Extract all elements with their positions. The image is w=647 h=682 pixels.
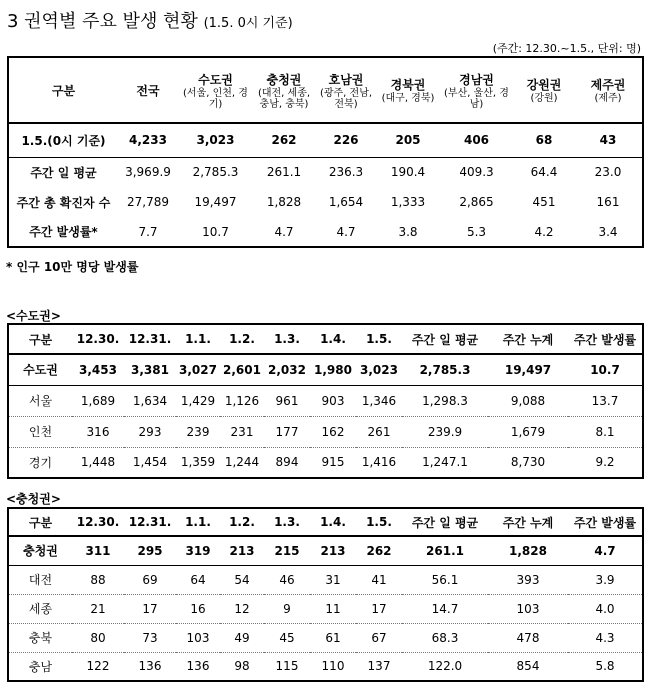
summary-row (8, 187, 643, 217)
chungcheong-cell: 215 (264, 536, 310, 565)
capital-header-cell: 1.1. (176, 324, 220, 354)
chungcheong-cell: 137 (367, 659, 391, 674)
capital-cell: 경기 (28, 455, 53, 470)
summary-cell: 1,333 (390, 195, 426, 209)
chungcheong-header-cell: 1.5. (356, 508, 402, 536)
capital-cell: 1,416 (361, 455, 397, 470)
summary-cell: 451 (532, 195, 556, 209)
summary-col-1: 수도권 (서울, 인천, 경기) (178, 57, 253, 123)
summary-row-label: 주간 일 평균 (30, 165, 97, 180)
chungcheong-cell: 295 (124, 536, 176, 565)
summary-cell: 409.3 (459, 165, 494, 180)
summary-cell: 43 (574, 123, 643, 157)
summary-header-label: 구분 (8, 57, 118, 123)
summary-cell: 4.7 (274, 224, 294, 239)
capital-header-cell: 1.3. (264, 324, 310, 354)
summary-col-4: 경북권 (대구, 경북) (377, 57, 439, 123)
summary-cell: 27,789 (127, 195, 169, 209)
chungcheong-cell: 393 (488, 565, 568, 594)
summary-row (8, 217, 643, 247)
chungcheong-cell: 213 (310, 536, 356, 565)
chungcheong-header-cell: 12.31. (124, 508, 176, 536)
chungcheong-cell: 136 (138, 659, 162, 674)
chungcheong-header-cell: 12.30. (72, 508, 124, 536)
chungcheong-header-cell: 1.3. (264, 508, 310, 536)
chungcheong-cell: 46 (264, 565, 310, 594)
summary-cell: 261.1 (266, 165, 302, 180)
capital-cell: 231 (220, 416, 264, 447)
chungcheong-cell: 311 (72, 536, 124, 565)
capital-cell: 293 (124, 416, 176, 447)
chungcheong-header-cell: 주간 누계 (488, 508, 568, 536)
capital-table (7, 323, 644, 479)
summary-cell: 2,865 (459, 195, 494, 209)
chungcheong-total-row (8, 536, 643, 565)
capital-cell: 1,126 (220, 385, 264, 416)
chungcheong-cell: 세종 (8, 594, 72, 623)
chungcheong-cell: 4.7 (568, 536, 643, 565)
capital-cell: 1,346 (356, 385, 402, 416)
summary-cell: 19,497 (194, 195, 237, 209)
chungcheong-cell: 1,828 (488, 536, 568, 565)
capital-header-cell: 주간 누계 (488, 324, 568, 354)
capital-cell: 3,027 (176, 354, 220, 385)
chungcheong-table (7, 507, 644, 682)
summary-cell: 236.3 (328, 165, 364, 180)
title-main: 3 권역별 주요 발생 현황 (7, 11, 198, 32)
summary-cell: 161 (596, 195, 620, 209)
chungcheong-header-cell: 1.1. (176, 508, 220, 536)
chungcheong-cell: 5.8 (595, 659, 615, 674)
chungcheong-cell: 4.0 (568, 594, 643, 623)
chungcheong-cell: 대전 (8, 565, 72, 594)
capital-cell: 261 (356, 416, 402, 447)
capital-cell: 9,088 (488, 385, 568, 416)
capital-header-cell: 12.31. (124, 324, 176, 354)
summary-cell: 5.3 (466, 224, 487, 239)
chungcheong-cell: 213 (220, 536, 264, 565)
capital-header-cell: 1.5. (356, 324, 402, 354)
chungcheong-cell: 319 (176, 536, 220, 565)
chungcheong-cell: 64 (176, 565, 220, 594)
chungcheong-cell: 136 (186, 659, 210, 674)
chungcheong-header-cell: 구분 (8, 508, 72, 536)
summary-header-row (8, 57, 643, 123)
title-sub: (1.5. 0시 기준) (203, 16, 293, 31)
summary-cell: 4.2 (534, 224, 554, 239)
capital-cell: 915 (321, 455, 345, 470)
chungcheong-cell: 56.1 (402, 565, 488, 594)
summary-cell: 4,233 (118, 123, 178, 157)
capital-cell: 162 (310, 416, 356, 447)
capital-cell: 2,785.3 (402, 354, 488, 385)
chungcheong-header-cell: 주간 일 평균 (402, 508, 488, 536)
chungcheong-header-cell: 1.4. (310, 508, 356, 536)
summary-cell: 3,023 (178, 123, 253, 157)
capital-header-cell: 1.2. (220, 324, 264, 354)
summary-cell: 226 (315, 123, 377, 157)
unit-note: (주간: 12.30.~1.5., 단위: 명) (492, 42, 641, 55)
chungcheong-row (8, 623, 643, 652)
summary-cell: 64.4 (530, 165, 558, 180)
chungcheong-cell: 3.9 (568, 565, 643, 594)
capital-header-cell: 주간 발생률 (568, 324, 643, 354)
capital-cell: 316 (72, 416, 124, 447)
chungcheong-cell: 12 (220, 594, 264, 623)
summary-cell: 3.8 (398, 224, 418, 239)
chungcheong-cell: 478 (488, 623, 568, 652)
chungcheong-cell: 122.0 (427, 659, 463, 674)
chungcheong-cell: 69 (124, 565, 176, 594)
capital-cell: 9.2 (595, 455, 615, 470)
chungcheong-cell: 충남 (28, 659, 53, 674)
capital-header-row (8, 324, 643, 354)
chungcheong-cell: 45 (264, 623, 310, 652)
chungcheong-row (8, 565, 643, 594)
capital-cell: 3,381 (124, 354, 176, 385)
capital-cell: 903 (310, 385, 356, 416)
capital-cell: 2,032 (264, 354, 310, 385)
chungcheong-header-cell: 주간 발생률 (568, 508, 643, 536)
chungcheong-cell: 21 (72, 594, 124, 623)
capital-cell: 239.9 (402, 416, 488, 447)
chungcheong-cell: 11 (310, 594, 356, 623)
chungcheong-row (8, 594, 643, 623)
chungcheong-cell: 49 (220, 623, 264, 652)
page-title (7, 7, 293, 33)
capital-header-cell: 주간 일 평균 (402, 324, 488, 354)
summary-cell: 2,785.3 (192, 165, 239, 180)
capital-header-cell: 구분 (8, 324, 72, 354)
summary-col-3: 호남권 (광주, 전남, 전북) (315, 57, 377, 123)
capital-cell: 239 (176, 416, 220, 447)
summary-cell: 7.7 (138, 224, 158, 239)
chungcheong-cell: 4.3 (568, 623, 643, 652)
capital-cell: 961 (264, 385, 310, 416)
capital-cell: 1,980 (310, 354, 356, 385)
summary-col-7: 제주권 (제주) (574, 57, 643, 123)
chungcheong-cell: 충북 (8, 623, 72, 652)
summary-row (8, 123, 643, 157)
capital-cell: 인천 (8, 416, 72, 447)
summary-row-label: 주간 발생률* (29, 225, 98, 239)
chungcheong-cell: 31 (310, 565, 356, 594)
chungcheong-cell: 103 (176, 623, 220, 652)
section-label-capital: <수도권> (6, 309, 61, 323)
summary-col-5: 경남권 (부산, 울산, 경남) (439, 57, 514, 123)
summary-cell: 10.7 (202, 224, 229, 239)
capital-cell: 3,023 (356, 354, 402, 385)
capital-cell: 8.1 (568, 416, 643, 447)
capital-header-cell: 12.30. (72, 324, 124, 354)
capital-row (8, 447, 643, 478)
capital-cell: 서울 (8, 385, 72, 416)
capital-cell: 1,454 (132, 455, 168, 470)
summary-cell: 1,654 (328, 195, 364, 209)
footnote: * 인구 10만 명당 발생률 (6, 260, 139, 274)
chungcheong-cell: 14.7 (402, 594, 488, 623)
capital-cell: 1,244 (224, 455, 260, 470)
chungcheong-cell: 54 (220, 565, 264, 594)
capital-cell: 13.7 (568, 385, 643, 416)
chungcheong-cell: 98 (234, 659, 250, 674)
chungcheong-cell: 122 (86, 659, 110, 674)
capital-cell: 177 (264, 416, 310, 447)
summary-col-6: 강원권 (강원) (514, 57, 574, 123)
summary-row-label: 주간 총 확진자 수 (16, 195, 111, 210)
capital-cell: 1,448 (80, 455, 116, 470)
summary-cell: 3.4 (598, 224, 618, 239)
chungcheong-header-cell: 1.2. (220, 508, 264, 536)
chungcheong-cell: 80 (72, 623, 124, 652)
capital-cell: 1,429 (176, 385, 220, 416)
summary-col-0: 전국 (118, 57, 178, 123)
summary-row (8, 157, 643, 187)
capital-row (8, 385, 643, 416)
section-label-chungcheong: <충청권> (6, 492, 61, 506)
capital-cell: 894 (275, 455, 299, 470)
summary-cell: 190.4 (390, 165, 426, 180)
chungcheong-cell: 9 (264, 594, 310, 623)
chungcheong-cell: 67 (356, 623, 402, 652)
chungcheong-cell: 262 (356, 536, 402, 565)
summary-cell: 3,969.9 (125, 165, 171, 180)
summary-cell: 205 (377, 123, 439, 157)
summary-cell: 406 (439, 123, 514, 157)
capital-cell: 10.7 (568, 354, 643, 385)
chungcheong-cell: 61 (310, 623, 356, 652)
capital-row (8, 416, 643, 447)
summary-cell: 4.7 (336, 224, 356, 239)
capital-cell: 1,247.1 (422, 455, 468, 470)
summary-cell: 262 (253, 123, 315, 157)
capital-cell: 1,359 (180, 455, 216, 470)
capital-cell: 수도권 (8, 354, 72, 385)
chungcheong-cell: 충청권 (8, 536, 72, 565)
chungcheong-header-row (8, 508, 643, 536)
summary-cell: 23.0 (594, 165, 622, 180)
summary-cell: 1,828 (266, 195, 302, 209)
summary-row-label: 1.5.(0시 기준) (8, 123, 118, 157)
capital-header-cell: 1.4. (310, 324, 356, 354)
chungcheong-cell: 17 (124, 594, 176, 623)
chungcheong-cell: 261.1 (402, 536, 488, 565)
capital-cell: 19,497 (488, 354, 568, 385)
capital-cell: 2,601 (220, 354, 264, 385)
chungcheong-cell: 68.3 (402, 623, 488, 652)
capital-total-row (8, 354, 643, 385)
chungcheong-cell: 110 (321, 659, 345, 674)
capital-cell: 1,634 (124, 385, 176, 416)
chungcheong-row (8, 652, 643, 681)
capital-cell: 3,453 (72, 354, 124, 385)
chungcheong-cell: 73 (124, 623, 176, 652)
chungcheong-cell: 41 (356, 565, 402, 594)
chungcheong-cell: 16 (176, 594, 220, 623)
summary-table (7, 56, 644, 248)
chungcheong-cell: 88 (72, 565, 124, 594)
chungcheong-cell: 17 (356, 594, 402, 623)
summary-col-2: 충청권 (대전, 세종, 충남, 충북) (253, 57, 315, 123)
capital-cell: 1,298.3 (402, 385, 488, 416)
capital-cell: 8,730 (510, 455, 546, 470)
chungcheong-cell: 854 (516, 659, 540, 674)
chungcheong-cell: 115 (275, 659, 299, 674)
capital-cell: 1,689 (72, 385, 124, 416)
chungcheong-cell: 103 (488, 594, 568, 623)
capital-cell: 1,679 (488, 416, 568, 447)
summary-cell: 68 (514, 123, 574, 157)
